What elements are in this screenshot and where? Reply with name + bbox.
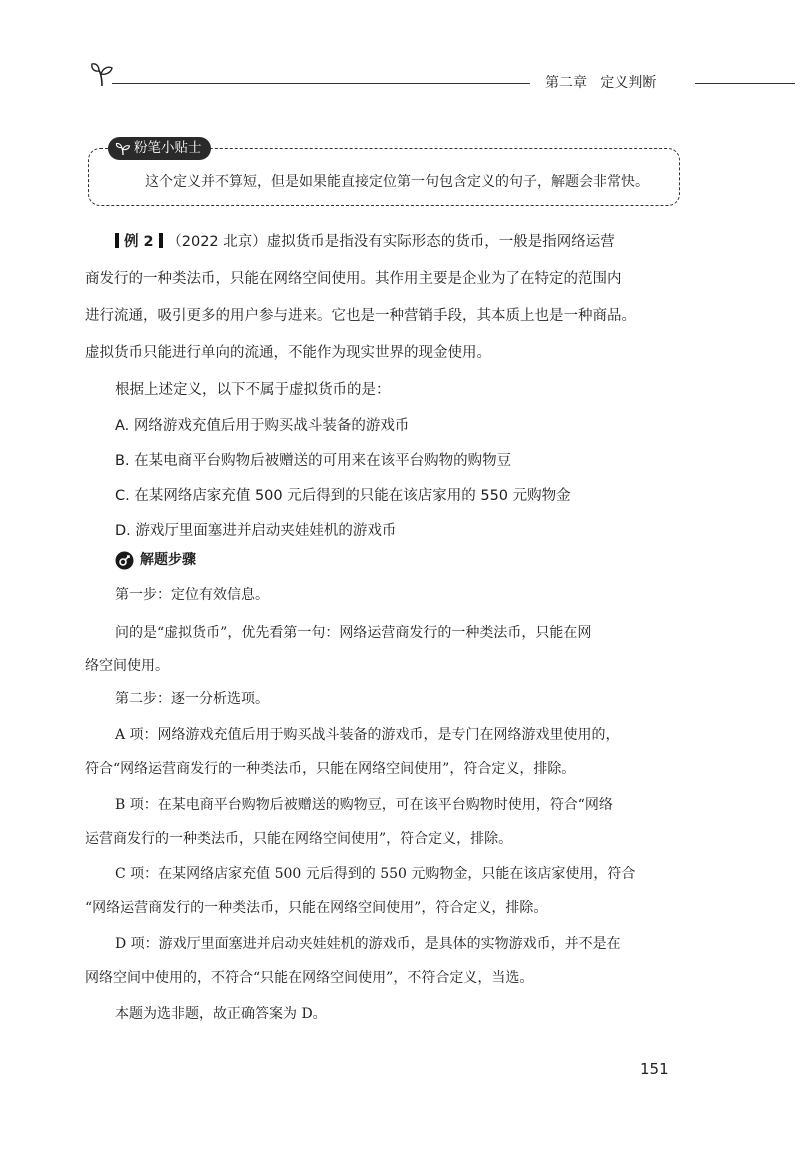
analysis-c-line: “网络运营商发行的一种类法币，只能在网络空间使用”，符合定义，排除。 (85, 900, 548, 916)
option-d: D. 游戏厅里面塞进并启动夹娃娃机的游戏币 (115, 523, 397, 539)
example-first-line (115, 232, 615, 252)
tag-bar-right (159, 233, 163, 248)
page-number: 151 (640, 1060, 669, 1078)
example-line: 进行流通，吸引更多的用户参与进来。它也是一种营销手段，其本质上也是一种商品。 (85, 308, 636, 324)
option-b: B. 在某电商平台购物后被赠送的可用来在该平台购物的购物豆 (115, 453, 512, 469)
sprout-icon (115, 142, 131, 156)
step-one: 第一步：定位有效信息。 (115, 587, 269, 603)
sprout-icon (90, 62, 114, 88)
tip-label-text: 粉笔小贴士 (134, 140, 202, 156)
tip-text: 这个定义并不算短，但是如果能直接定位第一句包含定义的句子，解题会非常快。 (145, 174, 649, 190)
option-c: C. 在某网络店家充值 500 元后得到的只能在该店家用的 550 元购物金 (115, 488, 571, 504)
example-line: 商发行的一种类法币，只能在网络空间使用。其作用主要是企业为了在特定的范围内 (85, 271, 622, 287)
step-two: 第二步：逐一分析选项。 (115, 691, 269, 707)
header-rule-left (112, 83, 530, 84)
page-header (90, 62, 795, 92)
option-a: A. 网络游戏充值后用于购买战斗装备的游戏币 (115, 418, 410, 434)
solution-heading (115, 550, 196, 570)
question-stem: 根据上述定义，以下不属于虚拟货币的是： (115, 382, 391, 398)
analysis-b-line: 运营商发行的一种类法币，只能在网络空间使用”，符合定义，排除。 (85, 831, 513, 847)
solution-heading-text: 解题步骤 (140, 552, 196, 568)
example-tag: 例 2 (124, 234, 154, 250)
step-one-line: 问的是“虚拟货币”，优先看第一句：网络运营商发行的一种类法币，只能在网 (115, 625, 592, 641)
analysis-c-line: C 项：在某网络店家充值 500 元后得到的 550 元购物金，只能在该店家使用，符合 (115, 866, 636, 882)
tip-label (108, 137, 211, 160)
analysis-a-line: 符合“网络运营商发行的一种类法币，只能在网络空间使用”，符合定义，排除。 (85, 761, 576, 777)
example-line: 虚拟货币只能进行单向的流通，不能作为现实世界的现金使用。 (85, 345, 491, 361)
key-icon (115, 551, 134, 570)
tag-bar-left (115, 233, 119, 248)
chapter-title: 第二章 定义判断 (545, 75, 657, 91)
analysis-a-line: A 项：网络游戏充值后用于购买战斗装备的游戏币，是专门在网络游戏里使用的， (115, 727, 620, 743)
analysis-d-line: 网络空间中使用的，不符合“只能在网络空间使用”，不符合定义，当选。 (85, 970, 534, 986)
analysis-d-line: D 项：游戏厅里面塞进并启动夹娃娃机的游戏币，是具体的实物游戏币，并不是在 (115, 936, 621, 952)
example-line: （2022 北京）虚拟货币是指没有实际形态的货币，一般是指网络运营 (167, 234, 615, 250)
header-rule-right (695, 83, 795, 84)
conclusion: 本题为选非题，故正确答案为 D。 (115, 1006, 327, 1022)
step-one-line: 络空间使用。 (85, 658, 169, 674)
analysis-b-line: B 项：在某电商平台购物后被赠送的购物豆，可在该平台购物时使用，符合“网络 (115, 797, 613, 813)
